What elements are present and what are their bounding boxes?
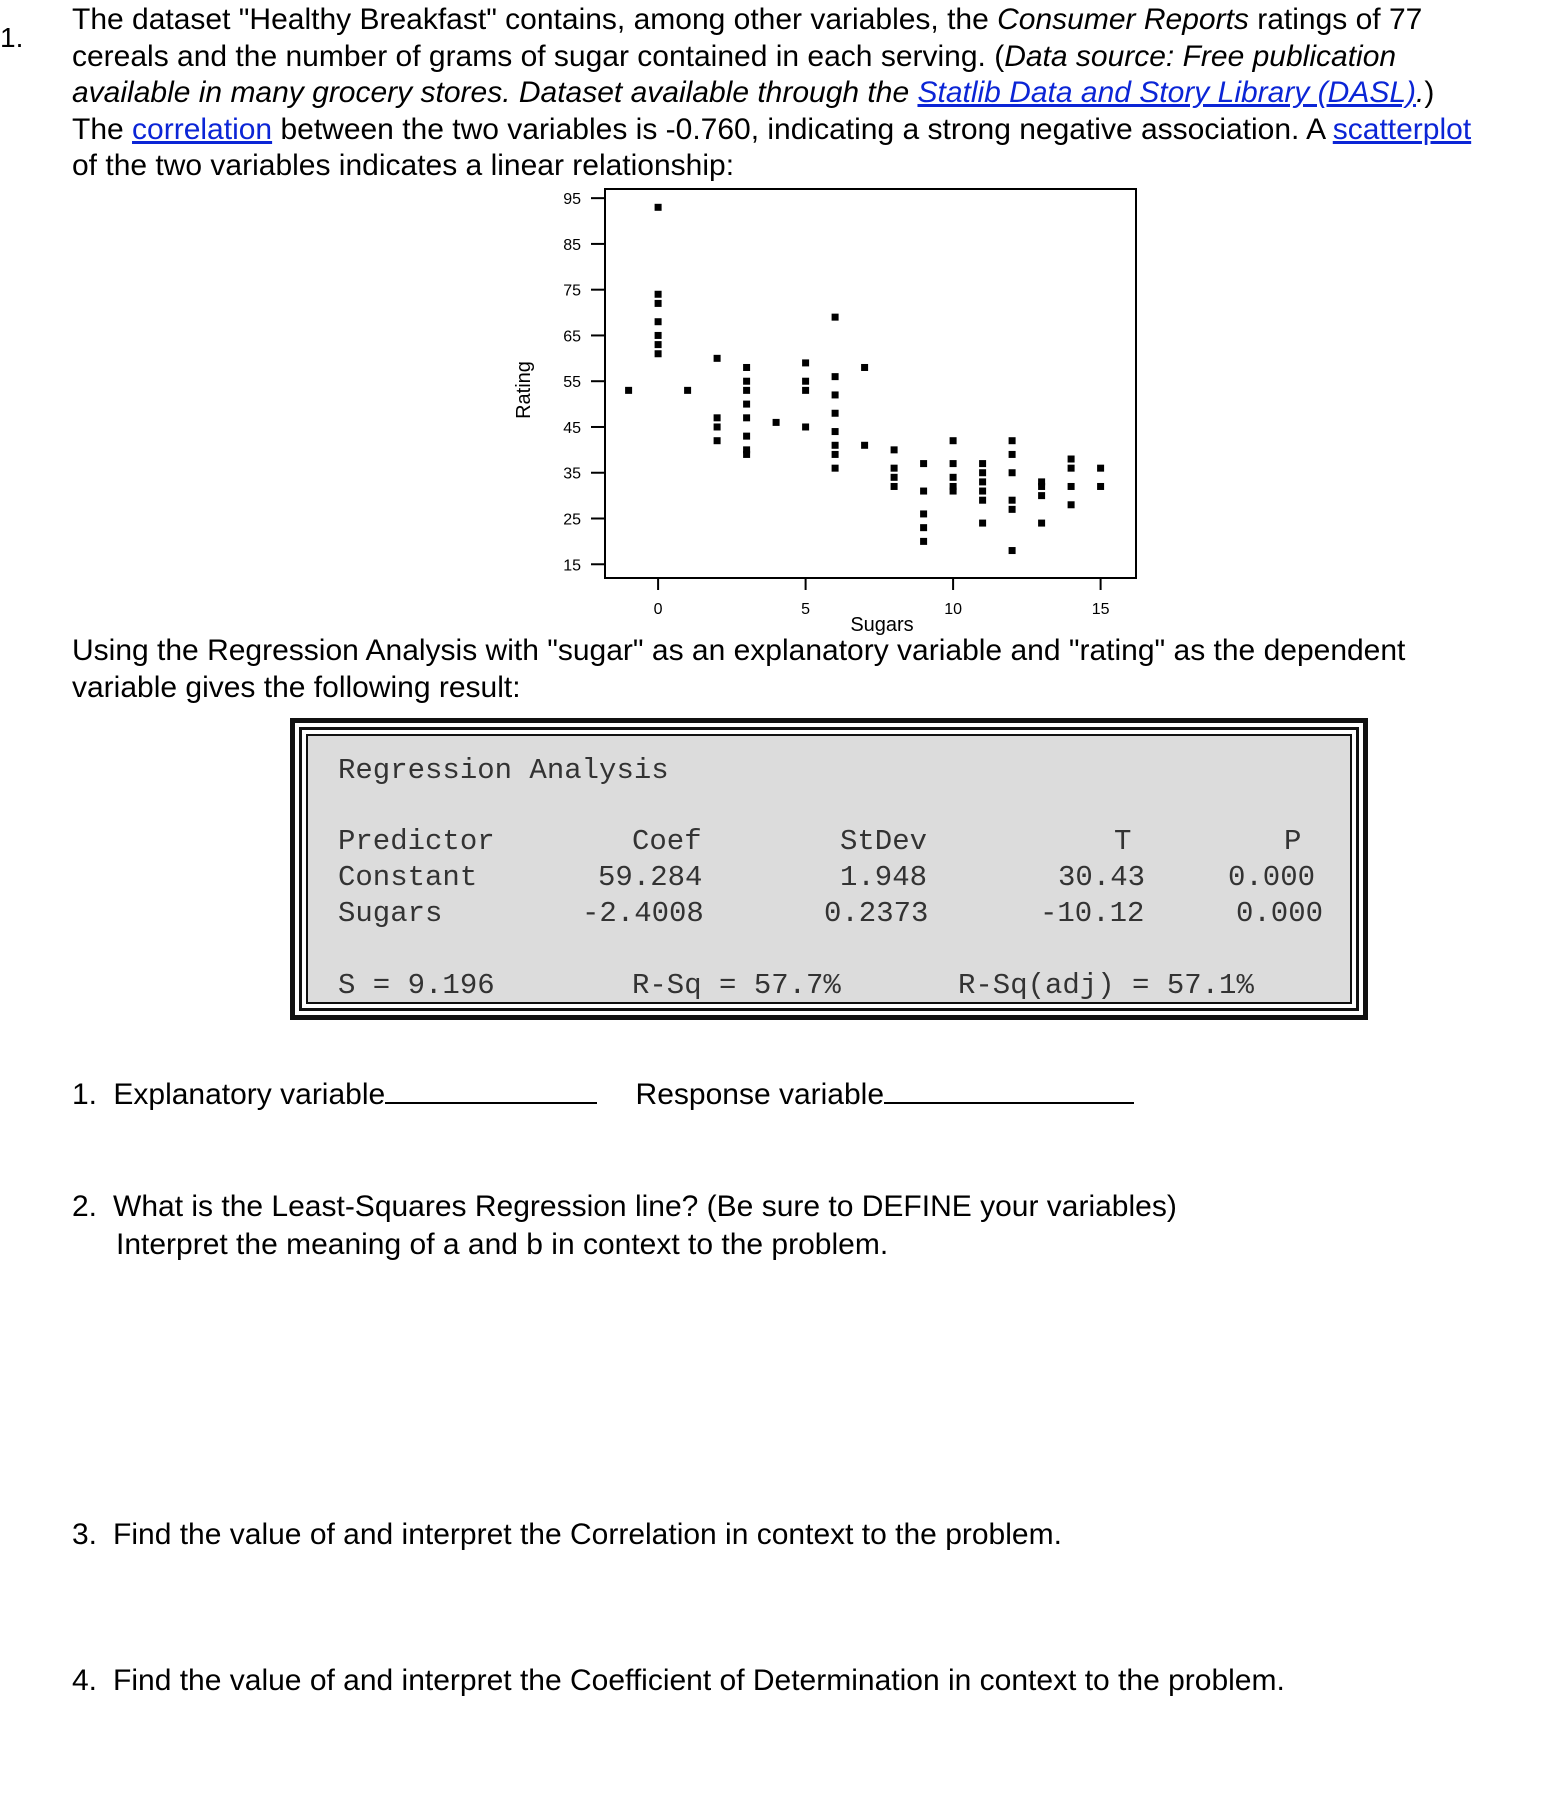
y-axis [563, 191, 605, 574]
y-tick-label: 75 [563, 282, 581, 300]
question-2-number: 2. [72, 1190, 98, 1223]
data-point [920, 524, 927, 531]
row-sugars-t: -10.12 [1040, 897, 1145, 930]
intro-line-4 [72, 112, 1547, 149]
data-point [655, 291, 662, 298]
regression-title: Regression Analysis [338, 754, 669, 787]
data-point [1038, 483, 1045, 490]
y-tick-label: 85 [563, 236, 581, 254]
data-point [1009, 497, 1016, 504]
question-3-number: 3. [72, 1518, 98, 1551]
data-point [802, 359, 809, 366]
data-point [1009, 451, 1016, 458]
y-tick-label: 55 [563, 374, 581, 392]
data-point [655, 341, 662, 348]
plot-frame [605, 189, 1136, 578]
question-4-text: Find the value of and interpret the Coefficient of Determination in context to the problem. [113, 1664, 1285, 1697]
response-variable-blank[interactable] [884, 1078, 1134, 1104]
data-point [743, 414, 750, 421]
data-point [832, 391, 839, 398]
x-tick-label: 5 [801, 601, 811, 618]
header-t: T [1114, 825, 1132, 858]
data-point [1068, 483, 1075, 490]
row-sugars-stdev: 0.2373 [824, 897, 929, 930]
intro-text: ) [1424, 76, 1435, 109]
question-2-line-1: What is the Least-Squares Regression line? (Be sure to DEFINE your variables) [113, 1190, 1177, 1223]
intro-line-2 [72, 39, 1547, 76]
correlation-link[interactable]: correlation [132, 112, 273, 146]
data-point [891, 446, 898, 453]
row-sugars-coef: -2.4008 [582, 897, 704, 930]
x-tick-label: 15 [1091, 601, 1110, 618]
data-point [655, 318, 662, 325]
data-point [920, 460, 927, 467]
data-source-italic: Data source: Free publication [1004, 39, 1397, 73]
y-tick-label: 35 [563, 465, 581, 483]
data-point [832, 410, 839, 417]
data-point [1009, 547, 1016, 554]
data-point [920, 538, 927, 545]
y-tick-label: 25 [563, 511, 581, 529]
data-point [802, 378, 809, 385]
data-point [655, 300, 662, 307]
row-constant-t: 30.43 [1058, 861, 1146, 894]
r-sq-adj-value: R-Sq(adj) = 57.1% [958, 969, 1254, 1002]
data-point [802, 387, 809, 394]
data-point [832, 314, 839, 321]
data-point [655, 204, 662, 211]
x-axis [654, 578, 1110, 618]
x-tick-label: 0 [653, 601, 663, 618]
question-1-number: 1. [72, 1078, 98, 1111]
header-p: P [1284, 825, 1302, 858]
data-point [773, 419, 780, 426]
data-point [920, 488, 927, 495]
intro-text: cereals and the number of grams of sugar contained in each serving. ( [72, 39, 1005, 73]
data-point [1009, 437, 1016, 444]
question-2-line-2: Interpret the meaning of a and b in context to the problem. [116, 1228, 889, 1261]
r-sq-value: R-Sq = 57.7% [632, 969, 841, 1002]
question-3-text: Find the value of and interpret the Correlation in context to the problem. [113, 1518, 1062, 1551]
data-point [1068, 465, 1075, 472]
data-point [832, 428, 839, 435]
data-point [891, 483, 898, 490]
intro-text: between the two variables is -0.760, indicating a strong negative association. A [272, 112, 1333, 146]
question-4-number: 4. [72, 1664, 98, 1697]
intro-text: ratings of 77 [1248, 3, 1423, 36]
data-point [743, 401, 750, 408]
y-tick-label: 45 [563, 419, 581, 437]
data-point [950, 488, 957, 495]
data-point [861, 364, 868, 371]
scatterplot [500, 180, 1160, 640]
data-point [920, 510, 927, 517]
explanatory-variable-blank[interactable] [385, 1078, 597, 1104]
data-point [832, 451, 839, 458]
intro-text: The [72, 112, 133, 146]
data-point [891, 465, 898, 472]
intro-line-1 [72, 2, 1547, 39]
row-sugars-predictor: Sugars [338, 897, 443, 930]
data-point [832, 373, 839, 380]
data-source-italic: available in many grocery stores. Dataset available through the [72, 76, 918, 109]
data-point [1068, 456, 1075, 463]
regression-intro-line-1: Using the Regression Analysis with "sugar" as an explanatory variable and "rating" as the dependent [72, 634, 1406, 667]
data-point [1097, 483, 1104, 490]
row-constant-predictor: Constant [338, 861, 478, 894]
response-variable-label: Response variable [635, 1078, 885, 1111]
data-point [861, 442, 868, 449]
data-point [714, 437, 721, 444]
data-point [832, 465, 839, 472]
s-value: S = 9.196 [338, 969, 495, 1002]
intro-paragraph [72, 2, 1547, 185]
consumer-reports-italic: Consumer Reports [997, 3, 1249, 36]
data-point [950, 460, 957, 467]
data-point [979, 488, 986, 495]
x-tick-label: 10 [944, 601, 962, 618]
dasl-link-text: Statlib Data and Story Library (DASL) [917, 76, 1417, 109]
intro-text: . [1416, 76, 1425, 109]
data-point [950, 474, 957, 481]
y-tick-label: 95 [563, 191, 581, 209]
data-point [684, 387, 691, 394]
scatterplot-link[interactable]: scatterplot [1332, 112, 1472, 146]
regression-intro [72, 632, 1405, 706]
data-point [743, 451, 750, 458]
regression-output-box [290, 718, 1368, 1020]
dasl-link[interactable] [917, 76, 1416, 109]
data-point [743, 378, 750, 385]
data-point [1038, 520, 1045, 527]
data-point [950, 437, 957, 444]
intro-text: The dataset "Healthy Breakfast" contains, among other variables, the [72, 3, 998, 36]
y-axis-label: Rating [513, 361, 535, 419]
regression-intro-line-2: variable gives the following result: [72, 671, 521, 704]
row-constant-stdev: 1.948 [840, 861, 928, 894]
data-point [743, 364, 750, 371]
data-point [1038, 492, 1045, 499]
data-point [743, 433, 750, 440]
data-point [1009, 506, 1016, 513]
data-point [625, 387, 632, 394]
intro-line-5: of the two variables indicates a linear relationship: [72, 149, 735, 182]
question-3 [72, 1518, 1062, 1552]
y-tick-label: 65 [563, 328, 581, 346]
data-point [655, 350, 662, 357]
question-2 [72, 1188, 1177, 1264]
data-point [891, 474, 898, 481]
data-point [1068, 501, 1075, 508]
question-1 [72, 1078, 1134, 1112]
data-point [714, 414, 721, 421]
header-stdev: StDev [840, 825, 928, 858]
question-number: 1. [0, 22, 24, 53]
row-sugars-p: 0.000 [1236, 897, 1324, 930]
row-constant-coef: 59.284 [598, 861, 703, 894]
data-point [1097, 465, 1104, 472]
x-axis-label: Sugars [850, 614, 914, 636]
data-point [979, 497, 986, 504]
explanatory-variable-label: Explanatory variable [113, 1078, 386, 1111]
y-tick-label: 15 [563, 557, 581, 575]
data-point [714, 423, 721, 430]
data-point [979, 478, 986, 485]
data-point [743, 387, 750, 394]
data-point [1009, 469, 1016, 476]
data-point [979, 469, 986, 476]
data-point [655, 332, 662, 339]
question-4 [72, 1664, 1285, 1698]
data-point [714, 355, 721, 362]
data-point [979, 460, 986, 467]
data-point [802, 423, 809, 430]
row-constant-p: 0.000 [1228, 861, 1316, 894]
intro-line-3 [72, 75, 1547, 112]
header-coef: Coef [632, 825, 702, 858]
header-predictor: Predictor [338, 825, 495, 858]
data-point [832, 442, 839, 449]
data-point [979, 520, 986, 527]
